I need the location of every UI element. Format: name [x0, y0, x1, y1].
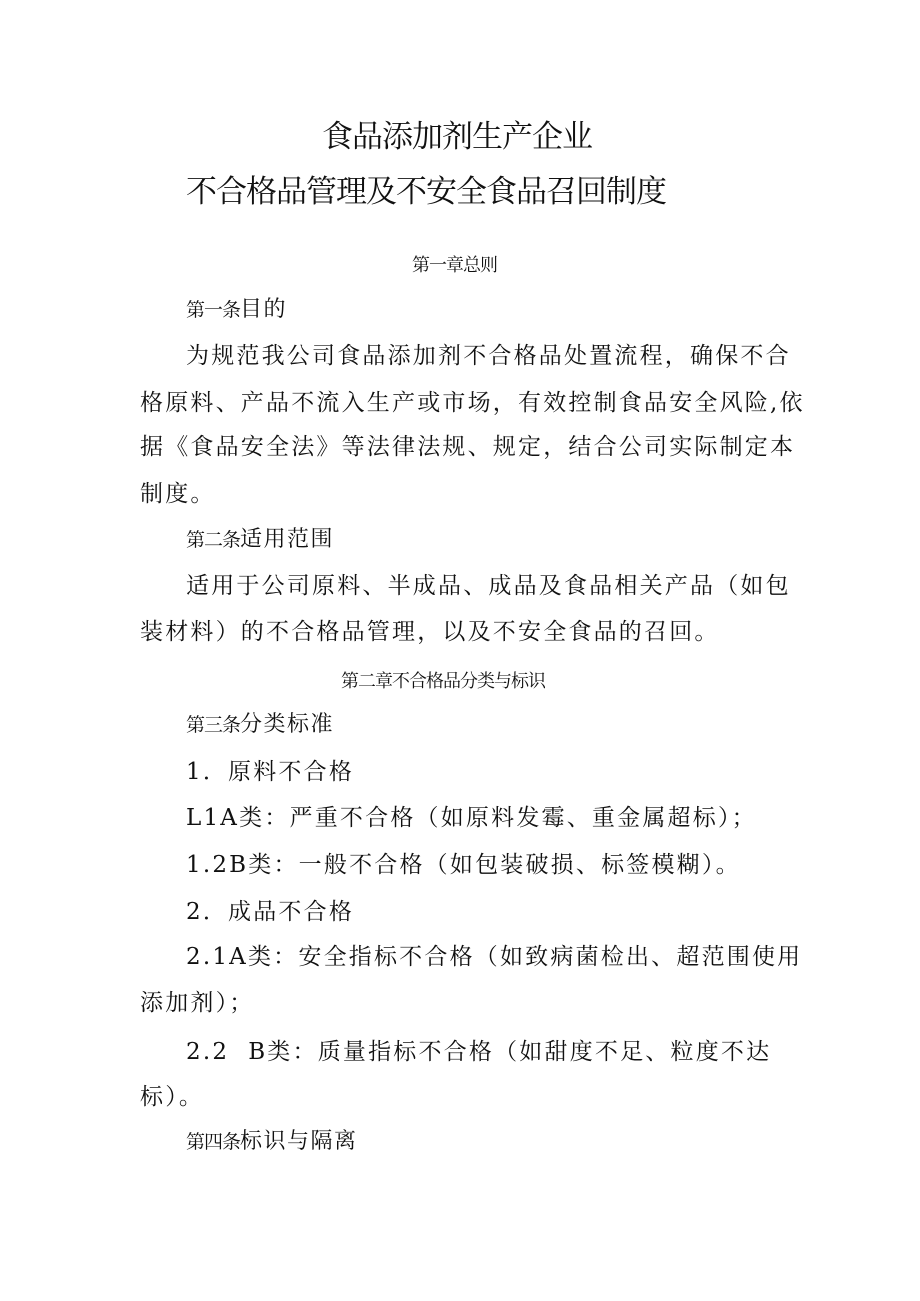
article-number: 第四条: [186, 1131, 241, 1153]
paragraph-line: 据《食品安全法》等法律法规、规定，结合公司实际制定本: [140, 434, 796, 460]
list-item: 1．原料不合格: [186, 759, 355, 785]
list-item: 2.2 B类：质量指标不合格（如甜度不足、粒度不达: [186, 1039, 772, 1065]
document-title-line2: 不合格品管理及不安全食品召回制度: [186, 174, 666, 210]
chapter-heading-1: 第一章总则: [412, 255, 497, 276]
list-item: 2.1A类：安全指标不合格（如致病菌检出、超范围使用: [186, 944, 803, 970]
list-item: 标）。: [140, 1084, 205, 1110]
article-name: 标识与隔离: [240, 1129, 358, 1154]
chapter-heading-2: 第二章不合格品分类与标识: [341, 671, 545, 692]
article-heading-4: [186, 1131, 358, 1153]
paragraph-line: 格原料、产品不流入生产或市场，有效控制食品安全风险,依: [140, 390, 805, 416]
list-item: 添加剂）；: [140, 990, 255, 1016]
paragraph-line: 装材料）的不合格品管理，以及不安全食品的召回。: [140, 619, 720, 645]
list-item: 2．成品不合格: [186, 899, 355, 925]
article-number: 第二条: [186, 529, 241, 551]
article-heading-2: [186, 529, 334, 551]
paragraph-line: 制度。: [140, 481, 216, 507]
article-name: 适用范围: [240, 527, 335, 552]
article-number: 第一条: [186, 299, 241, 321]
paragraph-line: 适用于公司原料、半成品、成品及食品相关产品（如包: [186, 573, 791, 599]
article-name: 分类标准: [240, 712, 335, 737]
article-number: 第三条: [186, 714, 241, 736]
list-item: 1.2B类：一般不合格（如包装破损、标签模糊）。: [186, 852, 741, 878]
article-name: 目的: [240, 297, 288, 322]
document-title-line1: 食品添加剂生产企业: [322, 119, 592, 155]
list-item: L1A类：严重不合格（如原料发霉、重金属超标）；: [186, 805, 757, 831]
article-heading-3: [186, 714, 334, 736]
paragraph-line: 为规范我公司食品添加剂不合格品处置流程，确保不合: [186, 343, 791, 369]
article-heading-1: [186, 299, 287, 321]
